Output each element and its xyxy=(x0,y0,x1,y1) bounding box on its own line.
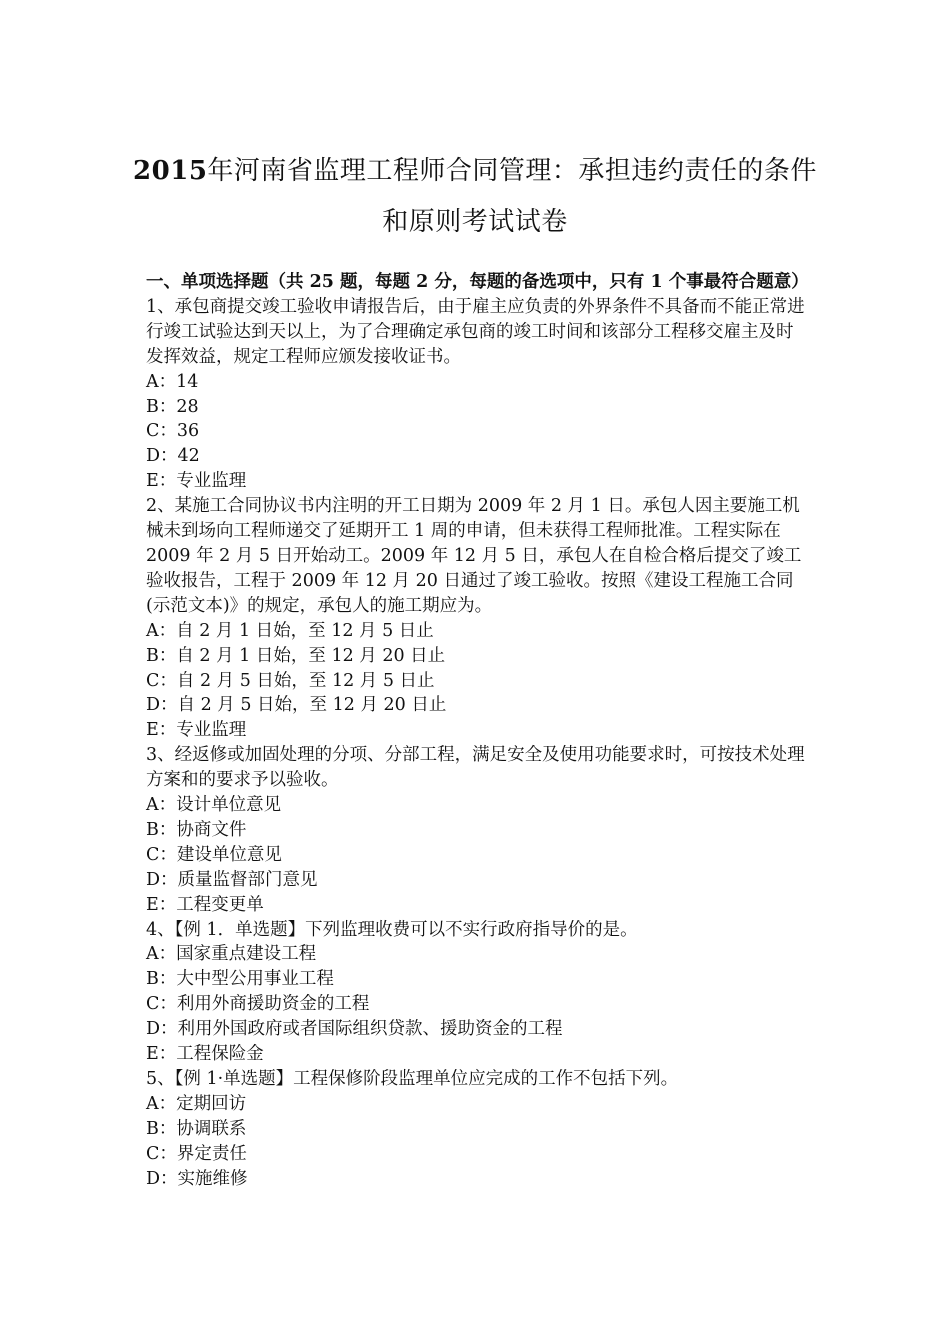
option-d: D：质量监督部门意见 xyxy=(146,869,318,890)
document-title-line-1 xyxy=(0,150,950,187)
option-b: B：自 2 月 1 日始，至 12 月 20 日止 xyxy=(146,645,446,666)
question-3 xyxy=(146,743,808,917)
option-a: A：国家重点建设工程 xyxy=(146,944,317,965)
section-heading: 一、单项选择题（共 25 题，每题 2 分，每题的备选项中，只有 1 个事最符合题意） xyxy=(146,272,809,292)
document-title-line-2: 和原则考试试卷 xyxy=(382,207,568,237)
option-a: A：设计单位意见 xyxy=(146,795,282,816)
option-e: E：工程保险金 xyxy=(146,1044,264,1065)
option-d: D：实施维修 xyxy=(146,1168,248,1189)
question-2 xyxy=(146,494,808,743)
option-d: D：42 xyxy=(146,446,200,467)
question-text: 5、【例 1·单选题】工程保修阶段监理单位应完成的工作不包括下列。 xyxy=(146,1069,679,1089)
option-d: D：利用外国政府或者国际组织贷款、援助资金的工程 xyxy=(146,1019,563,1040)
question-text: 2、某施工合同协议书内注明的开工日期为 2009 年 2 月 1 日。承包人因主要施工机械未到场向工程师递交了延期开工 1 周的申请，但未获得工程师批准。工程实际在 2009 年 2 月 5 日开始动工。2009 年 12 月 5 日，承包人在自检合格后提交了竣工验收报告，工程于 2009 年 12 月 20 日通过了竣工验收。按照《建设工程施工合同(示范文本)》的规定，承包人的施工期应为。 xyxy=(146,496,802,616)
option-a: A：定期回访 xyxy=(146,1093,247,1114)
option-e: E：专业监理 xyxy=(146,720,247,741)
option-b: B：协调联系 xyxy=(146,1118,247,1139)
question-text: 1、承包商提交竣工验收申请报告后，由于雇主应负责的外界条件不具备而不能正常进行竣工试验达到天以上，为了合理确定承包商的竣工时间和该部分工程移交雇主及时发挥效益，规定工程师应颁发接收证书。 xyxy=(146,296,805,367)
question-5 xyxy=(146,1067,808,1192)
title-year: 2015 xyxy=(133,156,208,186)
document-body xyxy=(146,270,808,1192)
option-b: B：协商文件 xyxy=(146,819,247,840)
option-a: A：自 2 月 1 日始，至 12 月 5 日止 xyxy=(146,620,434,641)
option-c: C：界定责任 xyxy=(146,1143,247,1164)
option-b: B：28 xyxy=(146,396,199,417)
option-b: B：大中型公用事业工程 xyxy=(146,969,334,990)
option-c: C：自 2 月 5 日始，至 12 月 5 日止 xyxy=(146,670,435,691)
option-e: E：专业监理 xyxy=(146,471,247,492)
option-e: E：工程变更单 xyxy=(146,894,264,915)
option-a: A：14 xyxy=(146,371,199,392)
question-1 xyxy=(146,295,808,494)
option-c: C：建设单位意见 xyxy=(146,844,282,865)
question-text: 3、经返修或加固处理的分项、分部工程，满足安全及使用功能要求时，可按技术处理方案和的要求予以验收。 xyxy=(146,745,805,791)
option-d: D：自 2 月 5 日始，至 12 月 20 日止 xyxy=(146,695,447,716)
question-text: 4、【例 1．单选题】下列监理收费可以不实行政府指导价的是。 xyxy=(146,919,638,940)
title-text: 年河南省监理工程师合同管理：承担违约责任的条件 xyxy=(207,156,817,186)
question-4 xyxy=(146,918,808,1067)
option-c: C：利用外商援助资金的工程 xyxy=(146,994,370,1015)
option-c: C：36 xyxy=(146,421,200,442)
